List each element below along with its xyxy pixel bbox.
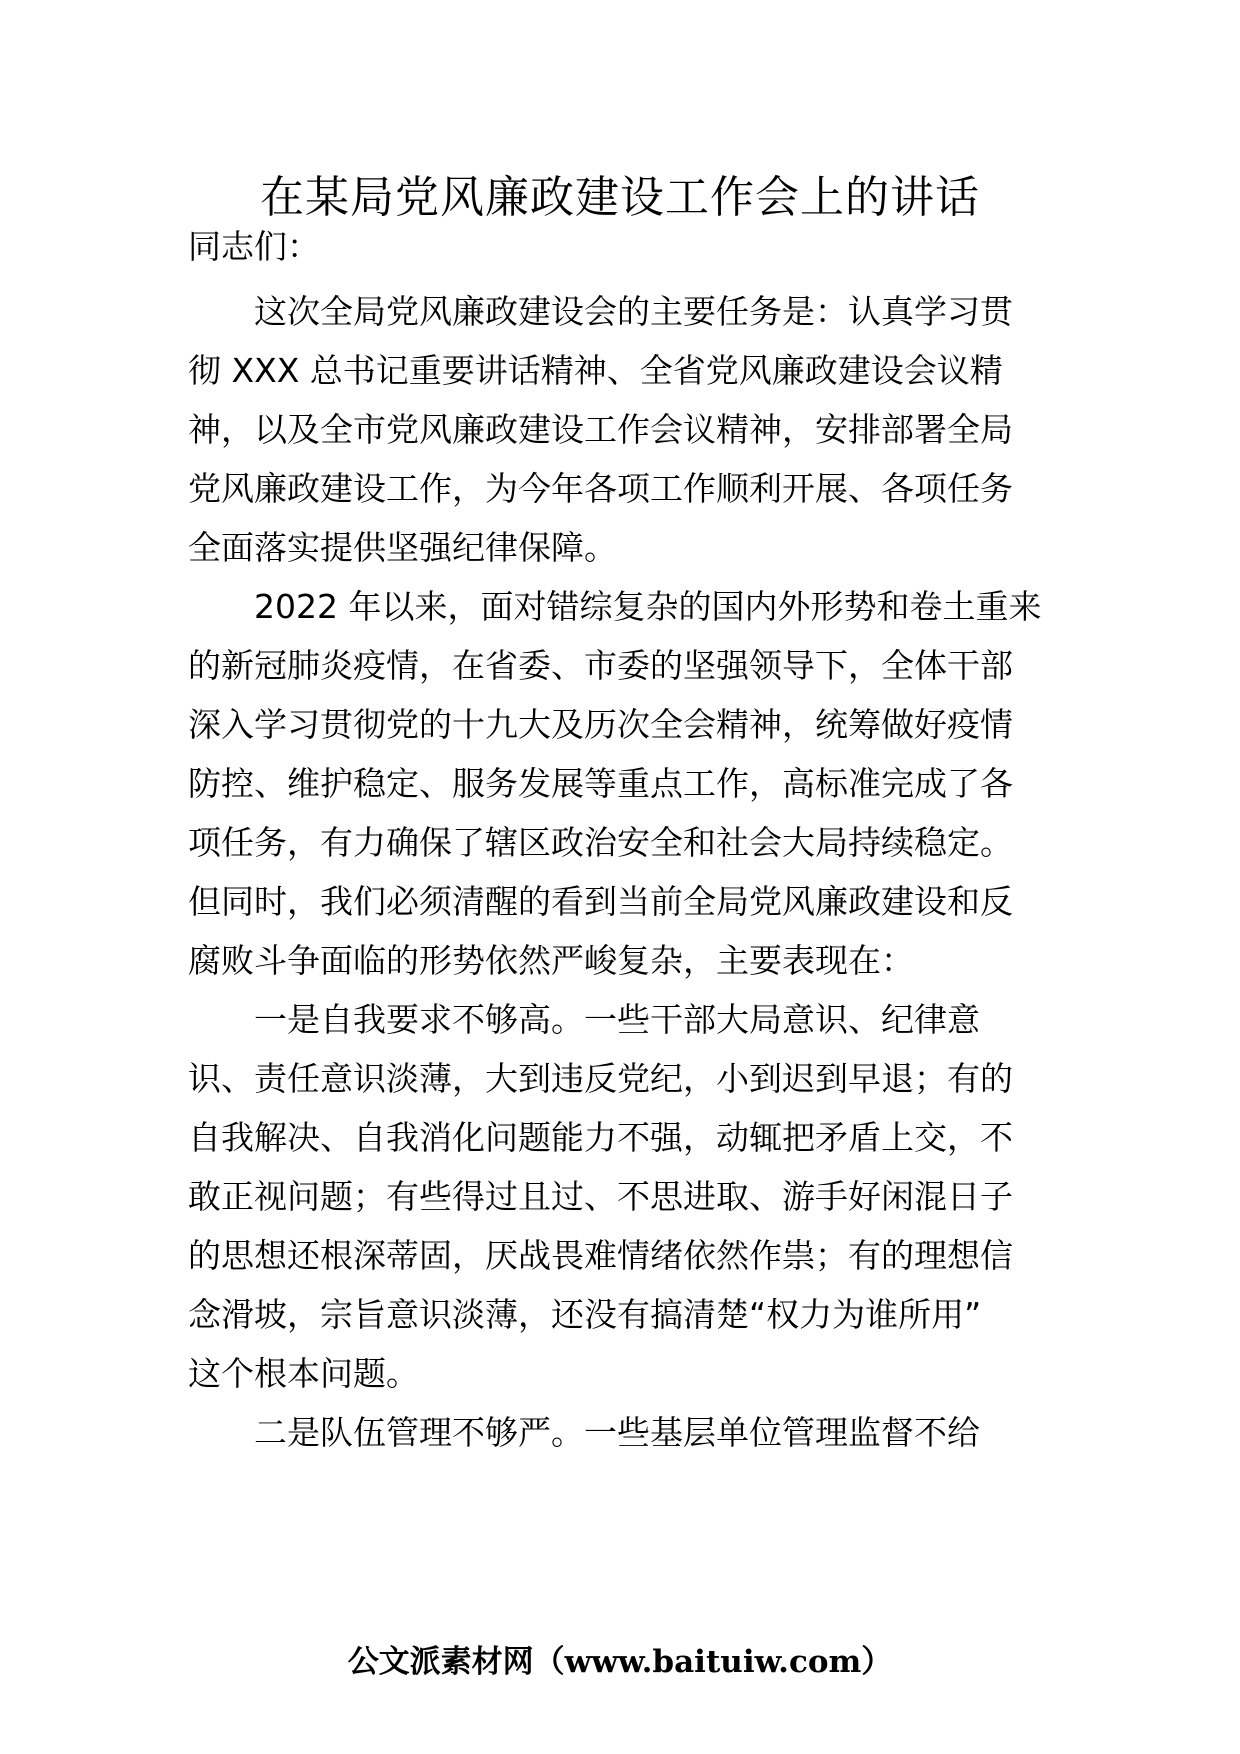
paragraph-line: 这个根本问题。 bbox=[188, 1354, 419, 1393]
paragraph-line: 敢正视问题；有些得过且过、不思进取、游手好闲混日子 bbox=[188, 1177, 1013, 1216]
paragraph-line: 念滑坡，宗旨意识淡薄，还没有搞清楚“权力为谁所用” bbox=[188, 1295, 982, 1334]
paragraph-line: 自我解决、自我消化问题能力不强，动辄把矛盾上交，不 bbox=[188, 1118, 1013, 1157]
paragraph-line: 神，以及全市党风廉政建设工作会议精神，安排部署全局 bbox=[188, 410, 1013, 449]
paragraph-line: 2022 年以来，面对错综复杂的国内外形势和卷土重来 bbox=[254, 587, 1042, 626]
paragraph-line: 深入学习贯彻党的十九大及历次全会精神，统筹做好疫情 bbox=[188, 705, 1013, 744]
paragraph-line: 的思想还根深蒂固，厌战畏难情绪依然作祟；有的理想信 bbox=[188, 1236, 1013, 1275]
paragraph-line: 腐败斗争面临的形势依然严峻复杂，主要表现在： bbox=[188, 941, 914, 980]
footer-watermark: 公文派素材网（www.baituiw.com） bbox=[347, 1644, 893, 1680]
paragraph-line: 项任务，有力确保了辖区政治安全和社会大局持续稳定。 bbox=[188, 823, 1013, 862]
paragraph-line: 全面落实提供坚强纪律保障。 bbox=[188, 528, 617, 567]
paragraph-line: 党风廉政建设工作，为今年各项工作顺利开展、各项任务 bbox=[188, 469, 1013, 508]
document-body bbox=[188, 214, 1058, 1465]
salutation: 同志们： bbox=[188, 227, 320, 266]
paragraph-line: 二是队伍管理不够严。一些基层单位管理监督不给 bbox=[254, 1413, 980, 1452]
paragraph-line: 识、责任意识淡薄，大到违反党纪，小到迟到早退；有的 bbox=[188, 1059, 1013, 1098]
document-title: 在某局党风廉政建设工作会上的讲话 bbox=[260, 172, 980, 223]
paragraph-line: 这次全局党风廉政建设会的主要任务是：认真学习贯 bbox=[254, 292, 1013, 331]
paragraph-line: 的新冠肺炎疫情，在省委、市委的坚强领导下，全体干部 bbox=[188, 646, 1013, 685]
paragraph-line: 一是自我要求不够高。一些干部大局意识、纪律意 bbox=[254, 1000, 980, 1039]
paragraph-line: 但同时，我们必须清醒的看到当前全局党风廉政建设和反 bbox=[188, 882, 1013, 921]
paragraph-line: 彻 XXX 总书记重要讲话精神、全省党风廉政建设会议精 bbox=[188, 351, 1003, 390]
paragraph-line: 防控、维护稳定、服务发展等重点工作，高标准完成了各 bbox=[188, 764, 1013, 803]
